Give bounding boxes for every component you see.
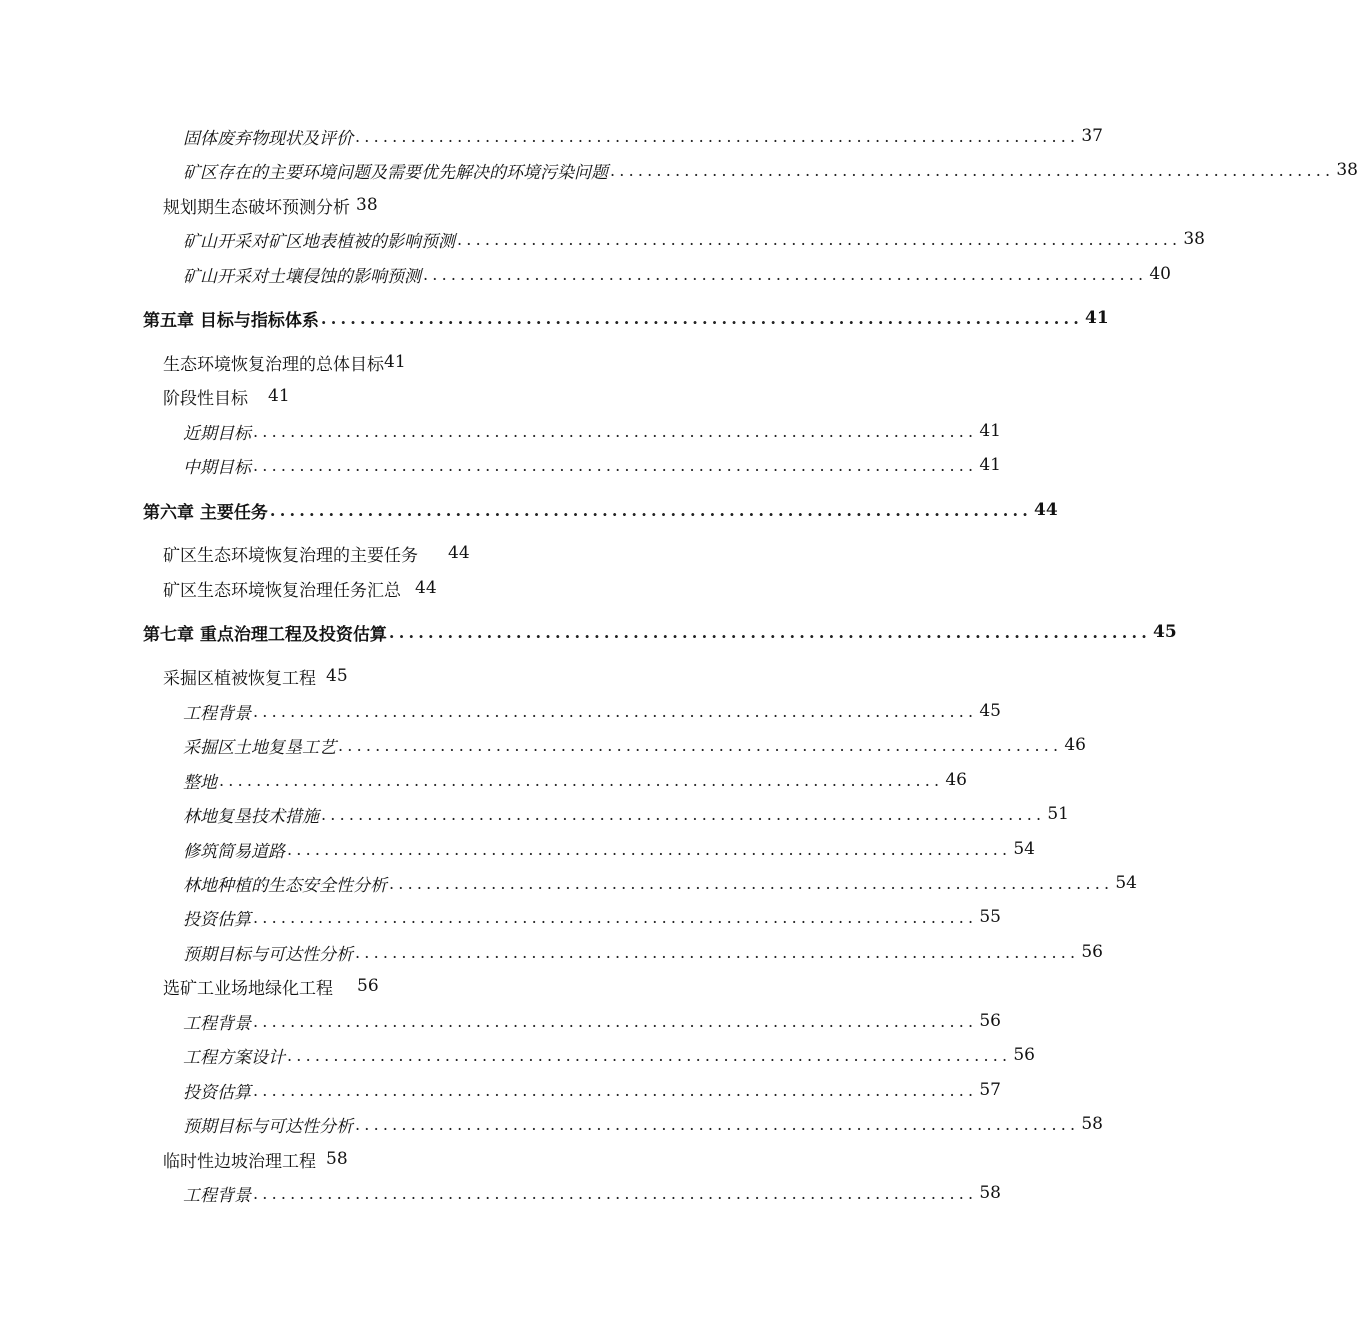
toc-entry-page: 46 (945, 770, 967, 790)
toc-entry-page: 40 (1149, 264, 1171, 284)
toc-entry-title: 预期目标与可达性分析 (183, 1116, 353, 1137)
toc-entry-title: 工程背景 (183, 703, 251, 724)
toc-entry-title: 第七章 重点治理工程及投资估算 (143, 624, 387, 645)
toc-entry-page: 56 (1013, 1045, 1035, 1065)
toc-entry-title: 林地复垦技术措施 (183, 806, 319, 827)
toc-entry[interactable] (183, 1008, 1001, 1034)
toc-entry-title: 修筑简易道路 (183, 841, 285, 862)
toc-entry[interactable] (163, 540, 470, 566)
toc-entry-title: 整地 (183, 772, 217, 793)
toc-chapter[interactable] (143, 497, 1058, 523)
dot-leader: .............................................................................. (253, 701, 978, 721)
toc-entry[interactable] (183, 157, 1358, 183)
toc-entry-title: 预期目标与可达性分析 (183, 944, 353, 965)
toc-entry-page: 44 (1034, 500, 1058, 520)
dot-leader: .............................................................................. (355, 126, 1080, 146)
toc-entry-title: 采掘区土地复垦工艺 (183, 737, 336, 758)
toc-entry-title: 近期目标 (183, 423, 251, 444)
toc-entry-page: 41 (1085, 308, 1109, 328)
toc-entry[interactable] (183, 418, 1001, 444)
toc-entry-page: 45 (326, 666, 348, 686)
toc-entry-title: 规划期生态破坏预测分析 (163, 197, 350, 218)
toc-entry[interactable] (163, 575, 437, 601)
dot-leader: .............................................................................. (253, 907, 978, 927)
toc-entry-page: 58 (979, 1183, 1001, 1203)
toc-entry-title: 中期目标 (183, 457, 251, 478)
toc-entry[interactable] (163, 973, 379, 999)
toc-entry[interactable] (163, 349, 406, 375)
toc-entry[interactable] (183, 801, 1069, 827)
toc-entry-page: 45 (1153, 622, 1177, 642)
dot-leader: .............................................................................. (253, 1183, 978, 1203)
dot-leader: .............................................................................. (320, 308, 1084, 328)
toc-entry-page: 41 (979, 455, 1001, 475)
dot-leader: .............................................................................. (423, 264, 1148, 284)
toc-entry-page: 56 (357, 976, 379, 996)
dot-leader: .............................................................................. (355, 942, 1080, 962)
toc-entry[interactable] (183, 732, 1086, 758)
dot-leader: .............................................................................. (253, 1011, 978, 1031)
toc-entry-page: 45 (979, 701, 1001, 721)
toc-entry[interactable] (183, 226, 1205, 252)
toc-entry[interactable] (183, 836, 1035, 862)
toc-entry[interactable] (183, 261, 1171, 287)
toc-entry-title: 临时性边坡治理工程 (163, 1151, 316, 1172)
toc-entry-title: 矿山开采对土壤侵蚀的影响预测 (183, 266, 421, 287)
toc-entry[interactable] (183, 452, 1001, 478)
dot-leader: .............................................................................. (457, 229, 1182, 249)
toc-entry-title: 投资估算 (183, 909, 251, 930)
dot-leader: .............................................................................. (287, 1045, 1012, 1065)
toc-entry-title: 采掘区植被恢复工程 (163, 668, 316, 689)
toc-entry-page: 41 (384, 352, 406, 372)
toc-entry-page: 56 (1081, 942, 1103, 962)
dot-leader: .............................................................................. (287, 839, 1012, 859)
dot-leader: .............................................................................. (338, 735, 1063, 755)
dot-leader: .............................................................................. (219, 770, 944, 790)
toc-entry[interactable] (183, 698, 1001, 724)
toc-entry[interactable] (163, 1146, 348, 1172)
toc-entry[interactable] (183, 123, 1103, 149)
toc-entry[interactable] (183, 904, 1001, 930)
toc-entry-page: 56 (979, 1011, 1001, 1031)
toc-entry[interactable] (163, 383, 290, 409)
toc-entry-page: 37 (1081, 126, 1103, 146)
toc-entry-page: 51 (1047, 804, 1069, 824)
toc-chapter[interactable] (143, 305, 1109, 331)
toc-entry-title: 矿区生态环境恢复治理任务汇总 (163, 580, 401, 601)
toc-entry-title: 第五章 目标与指标体系 (143, 310, 319, 331)
toc-entry-title: 工程方案设计 (183, 1047, 285, 1068)
toc-entry-title: 林地种植的生态安全性分析 (183, 875, 387, 896)
dot-leader: .............................................................................. (269, 500, 1033, 520)
dot-leader: .............................................................................. (610, 160, 1335, 180)
dot-leader: .............................................................................. (321, 804, 1046, 824)
toc-entry-title: 工程背景 (183, 1185, 251, 1206)
toc-entry-title: 固体废弃物现状及评价 (183, 128, 353, 149)
toc-entry-title: 矿区存在的主要环境问题及需要优先解决的环境污染问题 (183, 162, 608, 183)
toc-chapter[interactable] (143, 619, 1177, 645)
toc-entry-page: 44 (448, 543, 470, 563)
dot-leader: .............................................................................. (355, 1114, 1080, 1134)
toc-entry-page: 38 (356, 195, 378, 215)
toc-entry-page: 44 (415, 578, 437, 598)
dot-leader: .............................................................................. (253, 455, 978, 475)
toc-entry[interactable] (183, 1042, 1035, 1068)
toc-entry-page: 58 (1081, 1114, 1103, 1134)
toc-entry[interactable] (183, 1077, 1001, 1103)
toc-entry[interactable] (183, 939, 1103, 965)
toc-entry[interactable] (163, 192, 378, 218)
toc-entry[interactable] (183, 767, 967, 793)
toc-entry-page: 38 (1336, 160, 1358, 180)
toc-entry-page: 58 (326, 1149, 348, 1169)
toc-entry-page: 57 (979, 1080, 1001, 1100)
toc-entry[interactable] (183, 870, 1137, 896)
toc-entry-title: 生态环境恢复治理的总体目标 (163, 354, 384, 375)
toc-entry-title: 工程背景 (183, 1013, 251, 1034)
toc-entry-title: 矿区生态环境恢复治理的主要任务 (163, 545, 418, 566)
toc-entry-title: 阶段性目标 (163, 388, 248, 409)
toc-entry-page: 54 (1115, 873, 1137, 893)
dot-leader: .............................................................................. (253, 1080, 978, 1100)
toc-entry-page: 41 (268, 386, 290, 406)
toc-entry-page: 41 (979, 421, 1001, 441)
toc-entry-title: 矿山开采对矿区地表植被的影响预测 (183, 231, 455, 252)
toc-entry-title: 选矿工业场地绿化工程 (163, 978, 333, 999)
toc-entry-page: 38 (1183, 229, 1205, 249)
dot-leader: .............................................................................. (253, 421, 978, 441)
toc-entry[interactable] (183, 1180, 1001, 1206)
toc-entry-page: 55 (979, 907, 1001, 927)
toc-entry-title: 第六章 主要任务 (143, 502, 268, 523)
toc-entry[interactable] (183, 1111, 1103, 1137)
dot-leader: .............................................................................. (388, 622, 1152, 642)
toc-entry-page: 54 (1013, 839, 1035, 859)
toc-entry-title: 投资估算 (183, 1082, 251, 1103)
toc-entry[interactable] (163, 663, 348, 689)
dot-leader: .............................................................................. (389, 873, 1114, 893)
toc-entry-page: 46 (1064, 735, 1086, 755)
